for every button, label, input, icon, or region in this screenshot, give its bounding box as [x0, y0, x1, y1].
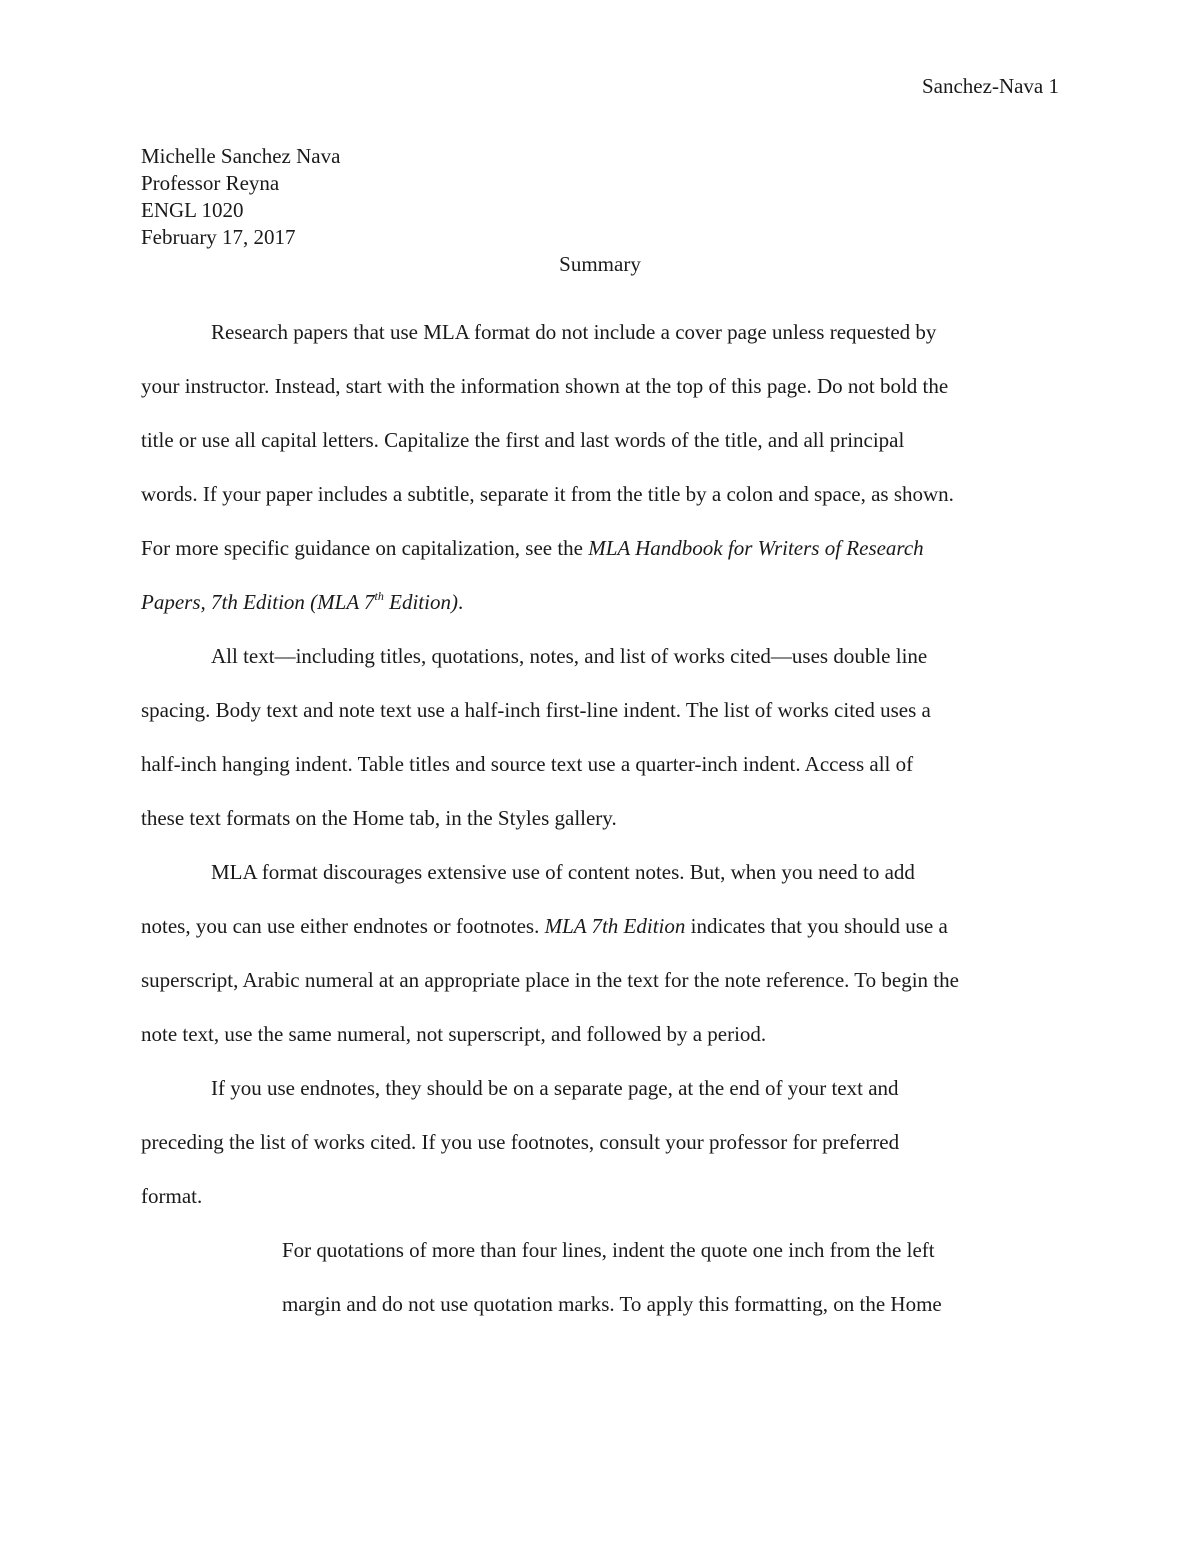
- paragraph-line: words. If your paper includes a subtitle, separate it from the title by a colon and space, as shown.: [141, 482, 954, 506]
- paper-date: February 17, 2017: [141, 225, 296, 249]
- paragraph-line: note text, use the same numeral, not superscript, and followed by a period.: [141, 1022, 767, 1046]
- paragraph-line: format.: [141, 1184, 203, 1208]
- paragraph-line: preceding the list of works cited. If you use footnotes, consult your professor for preferred: [141, 1130, 900, 1154]
- text-run: notes, you can use either endnotes or footnotes.: [141, 914, 545, 938]
- paragraph-line: For quotations of more than four lines, indent the quote one inch from the left: [282, 1238, 935, 1262]
- paragraph-4: [141, 1061, 1059, 1223]
- paragraph-line: superscript, Arabic numeral at an appropriate place in the text for the note reference. To begin the: [141, 968, 959, 992]
- paper-title: Summary: [559, 252, 641, 276]
- paragraph-line: [141, 575, 1059, 629]
- author-name: Michelle Sanchez Nava: [141, 144, 341, 168]
- paragraph-line: All text—including titles, quotations, notes, and list of works cited—uses double line: [211, 644, 928, 668]
- paragraph-line: half-inch hanging indent. Table titles and source text use a quarter-inch indent. Access all of: [141, 752, 914, 776]
- italic-citation: MLA 7th Edition: [544, 914, 686, 938]
- paragraph-line: [141, 899, 1059, 953]
- paragraph-line: title or use all capital letters. Capitalize the first and last words of the title, and all principal: [141, 428, 905, 452]
- paragraph-line: your instructor. Instead, start with the information shown at the top of this page. Do not bold the: [141, 374, 949, 398]
- italic-citation: [141, 590, 458, 614]
- text-run: indicates that you should use a: [685, 914, 948, 938]
- italic-citation: MLA Handbook for Writers of Research: [588, 536, 924, 560]
- running-head: Sanchez-Nava 1: [921, 74, 1059, 98]
- paragraph-3: [141, 845, 1059, 1061]
- text-run: For more specific guidance on capitalization, see the: [141, 536, 589, 560]
- paragraph-2: [141, 629, 1059, 845]
- block-quote: [282, 1223, 1022, 1331]
- text-run: Edition): [383, 590, 458, 614]
- heading-block: [141, 143, 1059, 278]
- paragraph-1: [141, 305, 1059, 629]
- superscript: th: [374, 589, 384, 603]
- paragraph-line: these text formats on the Home tab, in the Styles gallery.: [141, 806, 617, 830]
- paragraph-line: If you use endnotes, they should be on a separate page, at the end of your text and: [211, 1076, 899, 1100]
- paragraph-line: margin and do not use quotation marks. To apply this formatting, on the Home: [282, 1292, 942, 1316]
- text-run: .: [457, 590, 464, 614]
- instructor-name: Professor Reyna: [141, 171, 280, 195]
- paragraph-line: spacing. Body text and note text use a half-inch first-line indent. The list of works cited uses a: [141, 698, 931, 722]
- paragraph-line: [141, 521, 1059, 575]
- paragraph-line: MLA format discourages extensive use of content notes. But, when you need to add: [211, 860, 915, 884]
- body-text: [141, 305, 1059, 1331]
- paragraph-line: Research papers that use MLA format do not include a cover page unless requested by: [211, 320, 937, 344]
- course-name: ENGL 1020: [141, 198, 244, 222]
- text-run: Papers, 7th Edition (MLA 7: [141, 590, 375, 614]
